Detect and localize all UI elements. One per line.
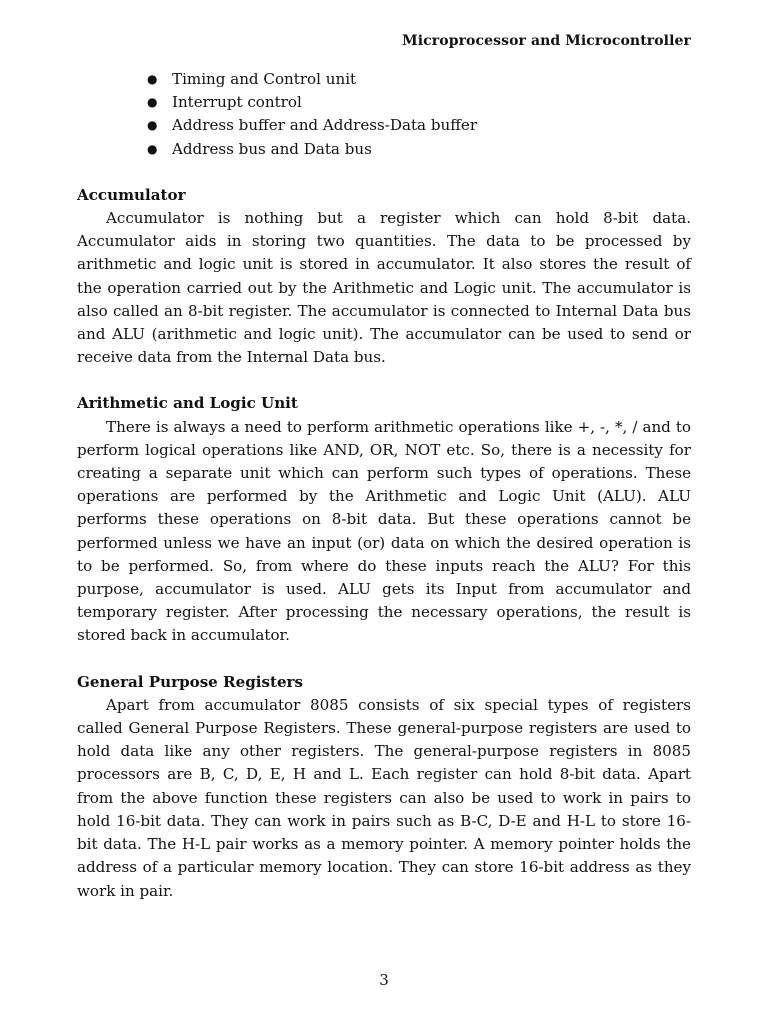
- bullet-item: [147, 114, 691, 137]
- section-heading: General Purpose Registers: [77, 672, 304, 691]
- bullet-dot-icon: ●: [147, 72, 158, 86]
- section-general-purpose-registers: [77, 671, 691, 903]
- bullet-item: [147, 138, 691, 161]
- page-content: [77, 68, 691, 903]
- section-paragraph: Apart from accumulator 8085 consists of six special types of registers called General Purpose Registers. These general-purpose registers are used to hold data like any other registers. The general-purpose registers in 8085 processors are B, C, D, E, H and L. Each register can hold 8-bit data. Apart from the above function these registers can also be used to work in pairs to hold 16-bit data. They can work in pairs such as B-C, D-E and H-L to store 16-bit data. The H-L pair works as a memory pointer. A memory pointer holds the address of a particular memory location. They can store 16-bit address as they work in pair.: [77, 695, 691, 900]
- running-header: Microprocessor and Microcontroller: [402, 33, 691, 49]
- section-paragraph: Accumulator is nothing but a register which can hold 8-bit data. Accumulator aids in storing two quantities. The data to be processed by arithmetic and logic unit is stored in accumulator. It also stores the result of the operation carried out by the Arithmetic and Logic unit. The accumulator is also called an 8-bit register. The accumulator is connected to Internal Data bus and ALU (arithmetic and logic unit). The accumulator can be used to send or receive data from the Internal Data bus.: [77, 209, 691, 367]
- section-alu: [77, 392, 691, 647]
- bullet-dot-icon: ●: [147, 118, 158, 133]
- bullet-item: [147, 68, 691, 91]
- section-heading: Arithmetic and Logic Unit: [77, 394, 298, 413]
- bullet-item-text: Timing and Control unit: [172, 70, 357, 88]
- bullet-item-text: Interrupt control: [172, 93, 302, 112]
- bullet-list: [77, 68, 691, 161]
- bullet-item-text: Address bus and Data bus: [172, 139, 372, 158]
- bullet-item-text: Address buffer and Address-Data buffer: [172, 116, 478, 135]
- section-heading: Accumulator: [77, 185, 186, 204]
- page-number: 3: [379, 971, 389, 989]
- bullet-item: [147, 91, 691, 114]
- bullet-dot-icon: ●: [147, 95, 158, 110]
- bullet-dot-icon: ●: [147, 141, 158, 156]
- section-paragraph: There is always a need to perform arithmetic operations like +, -, *, / and to perform logical operations like AND, OR, NOT etc. So, there is a necessity for creating a separate unit which can perform such types of operations. These operations are performed by the Arithmetic and Logic Unit (ALU). ALU performs these operations on 8-bit data. But these operations cannot be performed unless we have an input (or) data on which the desired operation is to be performed. So, from where do these inputs reach the ALU? For this purpose, accumulator is used. ALU gets its Input from accumulator and temporary register. After processing the necessary operations, the result is stored back in accumulator.: [77, 417, 691, 645]
- section-accumulator: [77, 184, 691, 370]
